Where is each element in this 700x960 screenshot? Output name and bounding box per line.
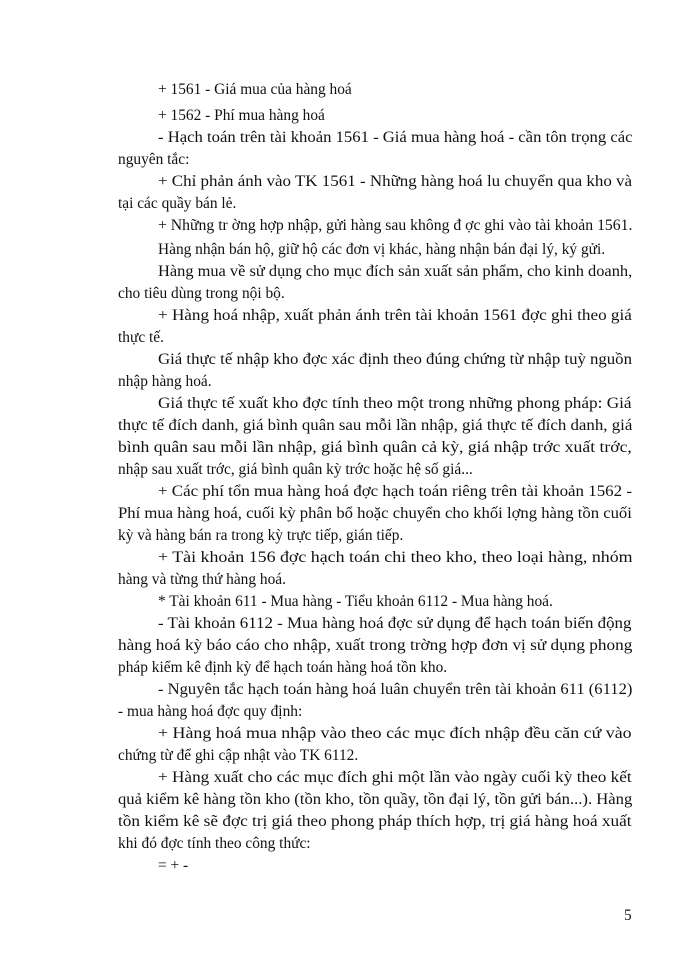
text-line: + Chỉ phản ánh vào TK 1561 - Những hàng hoá lu chuyển qua kho và [158, 173, 633, 190]
text-line: cho tiêu dùng trong nội bộ. [118, 285, 285, 302]
text-line: - Nguyên tắc hạch toán hàng hoá luân chuyển trên tài khoản 611 (6112) [158, 681, 633, 698]
text-line: nguyên tắc: [118, 151, 190, 168]
text-line: - mua hàng hoá đợc quy định: [118, 703, 303, 720]
text-line: Phí mua hàng hoá, cuối kỳ phân bổ hoặc chuyển cho khối lợng hàng tồn cuối [118, 505, 632, 522]
text-line: hàng hoá kỳ báo cáo cho nhập, xuất trong trờng hợp đơn vị sử dụng phong [118, 637, 633, 654]
text-line: + Hàng hoá mua nhập vào theo các mục đích nhập đều căn cứ vào [158, 725, 632, 742]
text-line: + 1562 - Phí mua hàng hoá [158, 107, 325, 124]
text-line: thực tế đích danh, giá bình quân sau mỗi lần nhập, giá thực tế đích danh, giá [118, 417, 633, 434]
text-line: thực tế. [118, 329, 164, 346]
text-line: + Hàng xuất cho các mục đích ghi một lần vào ngày cuối kỳ theo kết [158, 769, 632, 786]
text-line: + Các phí tổn mua hàng hoá đợc hạch toán riêng trên tài khoản 1562 - [158, 483, 632, 500]
text-line: - Hạch toán trên tài khoản 1561 - Giá mua hàng hoá - cần tôn trọng các [158, 129, 633, 146]
text-line: Hàng nhận bán hộ, giữ hộ các đơn vị khác, hàng nhận bán đại lý, ký gửi. [158, 241, 606, 258]
text-line: + Tài khoản 156 đợc hạch toán chi theo kho, theo loại hàng, nhóm [158, 549, 633, 566]
text-line: chứng từ để ghi cập nhật vào TK 6112. [118, 747, 359, 764]
text-line: nhập hàng hoá. [118, 373, 212, 390]
text-line: tồn kiểm kê sẽ đợc trị giá theo phong pháp thích hợp, trị giá hàng hoá xuất [118, 813, 632, 830]
text-line: - Tài khoản 6112 - Mua hàng hoá đợc sử dụng để hạch toán biến động [158, 615, 632, 632]
text-line: + Hàng hoá nhập, xuất phản ánh trên tài khoản 1561 đợc ghi theo giá [158, 307, 632, 324]
text-line: nhập sau xuất trớc, giá bình quân kỳ trớc hoặc hệ số giá... [118, 461, 473, 478]
text-line: pháp kiểm kê định kỳ để hạch toán hàng hoá tồn kho. [118, 659, 448, 676]
text-line: hàng và từng thứ hàng hoá. [118, 571, 286, 588]
text-line: bình quân sau mỗi lần nhập, giá bình quân cả kỳ, giá nhập trớc xuất trớc, [118, 439, 632, 456]
text-line: Giá thực tế nhập kho đợc xác định theo đúng chứng từ nhập tuỳ nguồn [158, 351, 632, 368]
formula-line: = + - [158, 857, 189, 874]
text-line: kỳ và hàng bán ra trong kỳ trực tiếp, gián tiếp. [118, 527, 404, 544]
text-line: Hàng mua về sử dụng cho mục đích sản xuất sản phẩm, cho kinh doanh, [158, 263, 633, 280]
page-number: 5 [624, 907, 632, 924]
text-line: tại các quầy bán lẻ. [118, 195, 237, 212]
text-line: Giá thực tế xuất kho đợc tính theo một trong những phong pháp: Giá [158, 395, 632, 412]
text-line: khi đó đợc tính theo công thức: [118, 835, 311, 852]
text-line: quả kiểm kê hàng tồn kho (tồn kho, tồn quầy, tồn đại lý, tồn gửi bán...). Hàng [118, 791, 633, 808]
text-line: + 1561 - Giá mua của hàng hoá [158, 81, 352, 98]
text-line: + Những tr ờng hợp nhập, gửi hàng sau không đ ợc ghi vào tài khoản 1561. [158, 217, 633, 234]
text-line: * Tài khoản 611 - Mua hàng - Tiểu khoản 6112 - Mua hàng hoá. [158, 593, 553, 610]
